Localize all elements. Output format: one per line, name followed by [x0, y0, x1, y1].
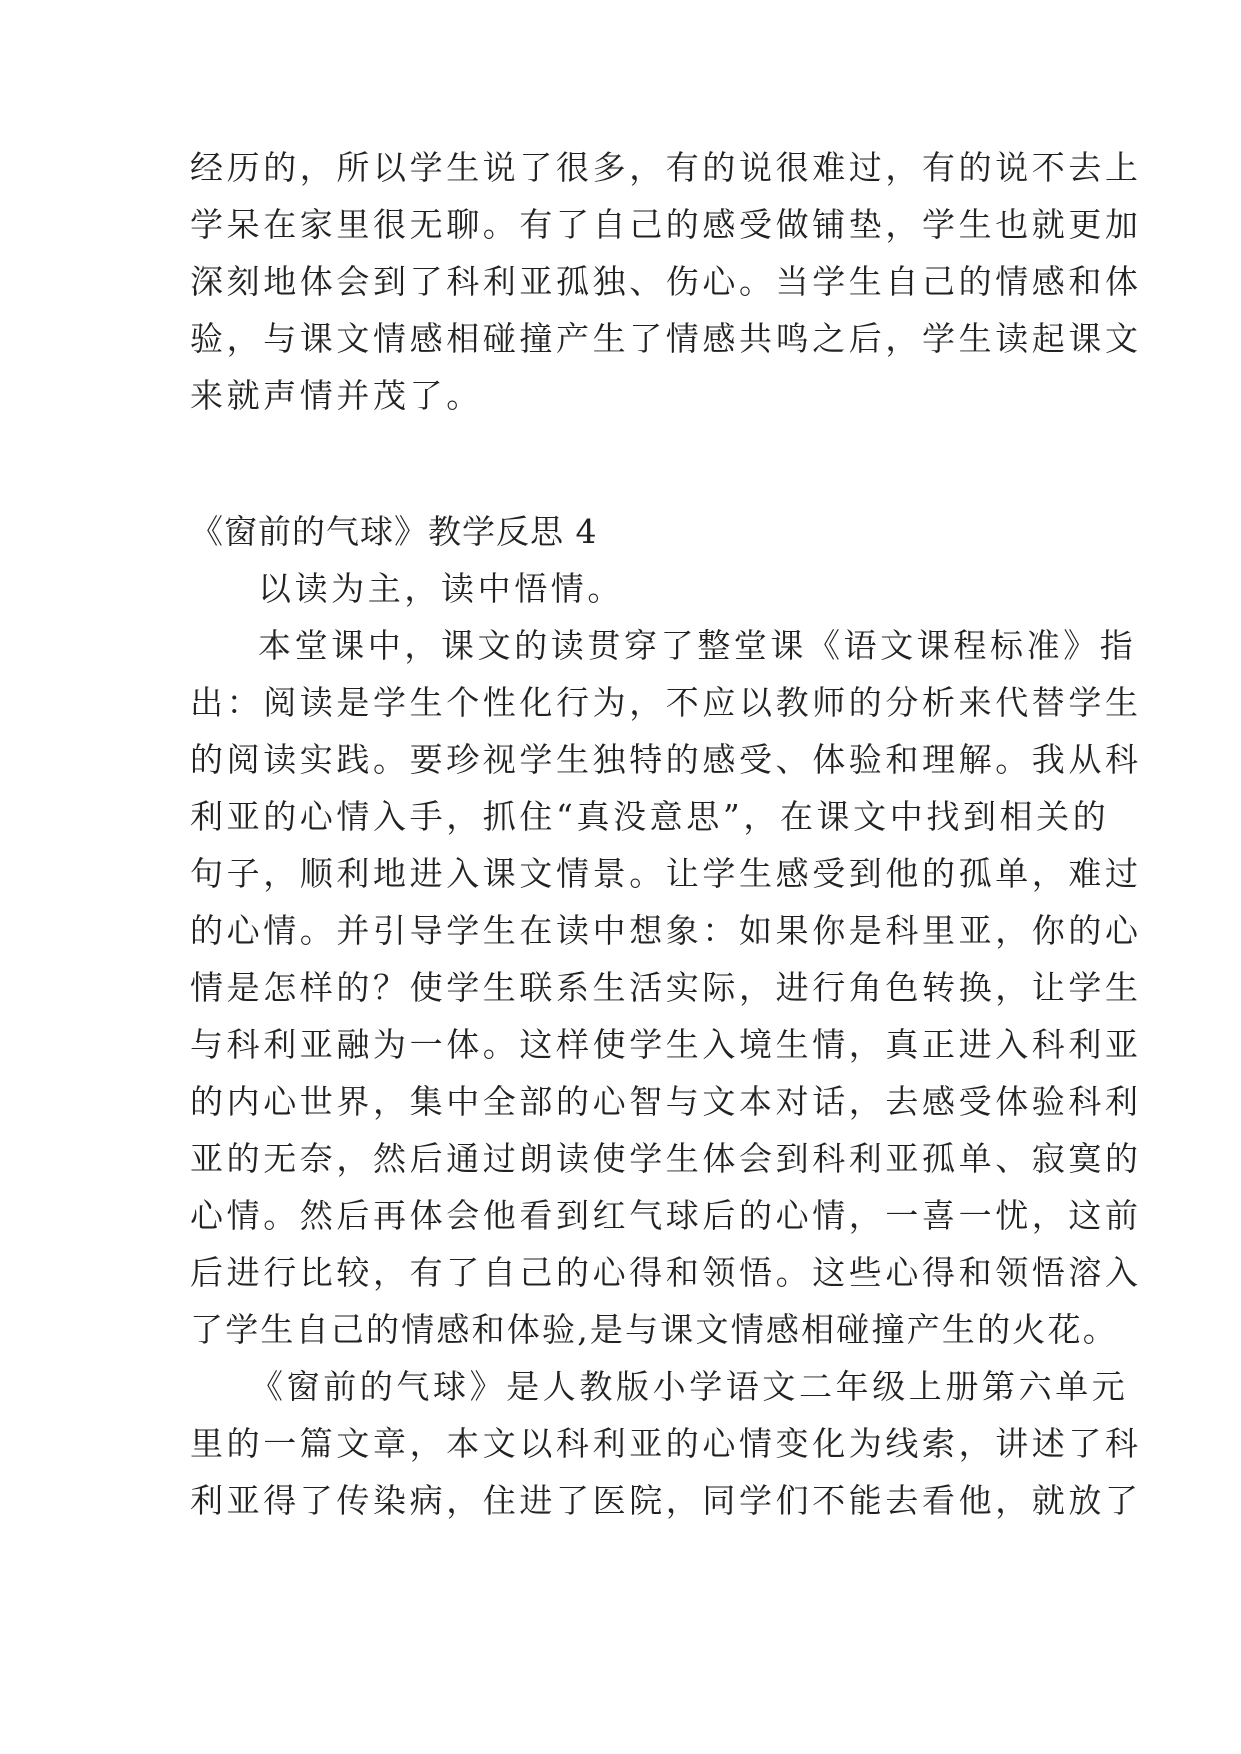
paragraph-line: 句子，顺利地进入课文情景。让学生感受到他的孤单，难过	[190, 854, 1142, 893]
paragraph-line: 与科利亚融为一体。这样使学生入境生情，真正进入科利亚	[190, 1025, 1142, 1064]
intro-line: 深刻地体会到了科利亚孤独、伤心。当学生自己的情感和体	[190, 262, 1142, 301]
paragraph-line: 的阅读实践。要珍视学生独特的感受、体验和理解。我从科	[190, 740, 1142, 779]
paragraph-line: 本堂课中，课文的读贯穿了整堂课《语文课程标准》指	[258, 626, 1137, 665]
paragraph-line: 里的一篇文章，本文以科利亚的心情变化为线索，讲述了科	[190, 1424, 1142, 1463]
paragraph-line: 心情。然后再体会他看到红气球后的心情，一喜一忧，这前	[190, 1196, 1142, 1235]
paragraph-line: 利亚的心情入手，抓住“真没意思”，在课文中找到相关的	[190, 797, 1110, 836]
paragraph-line: 利亚得了传染病，住进了医院，同学们不能去看他，就放了	[190, 1481, 1142, 1520]
paragraph-line: 《窗前的气球》是人教版小学语文二年级上册第六单元	[250, 1367, 1129, 1406]
paragraph-line: 出：阅读是学生个性化行为，不应以教师的分析来代替学生	[190, 683, 1142, 722]
paragraph-line: 了学生自己的情感和体验,是与课文情感相碰撞产生的火花。	[190, 1310, 1118, 1349]
intro-line: 学呆在家里很无聊。有了自己的感受做铺垫，学生也就更加	[190, 205, 1142, 244]
paragraph-line: 的心情。并引导学生在读中想象：如果你是科里亚，你的心	[190, 911, 1142, 950]
section-title: 《窗前的气球》教学反思 4	[190, 512, 598, 551]
intro-line: 来就声情并茂了。	[190, 376, 483, 415]
paragraph-line: 后进行比较，有了自己的心得和领悟。这些心得和领悟溶入	[190, 1253, 1142, 1292]
paragraph-line: 亚的无奈，然后通过朗读使学生体会到科利亚孤单、寂寞的	[190, 1139, 1142, 1178]
section-subtitle: 以读为主，读中悟情。	[258, 569, 624, 608]
intro-line: 验，与课文情感相碰撞产生了情感共鸣之后，学生读起课文	[190, 319, 1142, 358]
paragraph-line: 情是怎样的？使学生联系生活实际，进行角色转换，让学生	[190, 968, 1142, 1007]
paragraph-line: 的内心世界，集中全部的心智与文本对话，去感受体验科利	[190, 1082, 1142, 1121]
intro-line: 经历的，所以学生说了很多，有的说很难过，有的说不去上	[190, 148, 1142, 187]
